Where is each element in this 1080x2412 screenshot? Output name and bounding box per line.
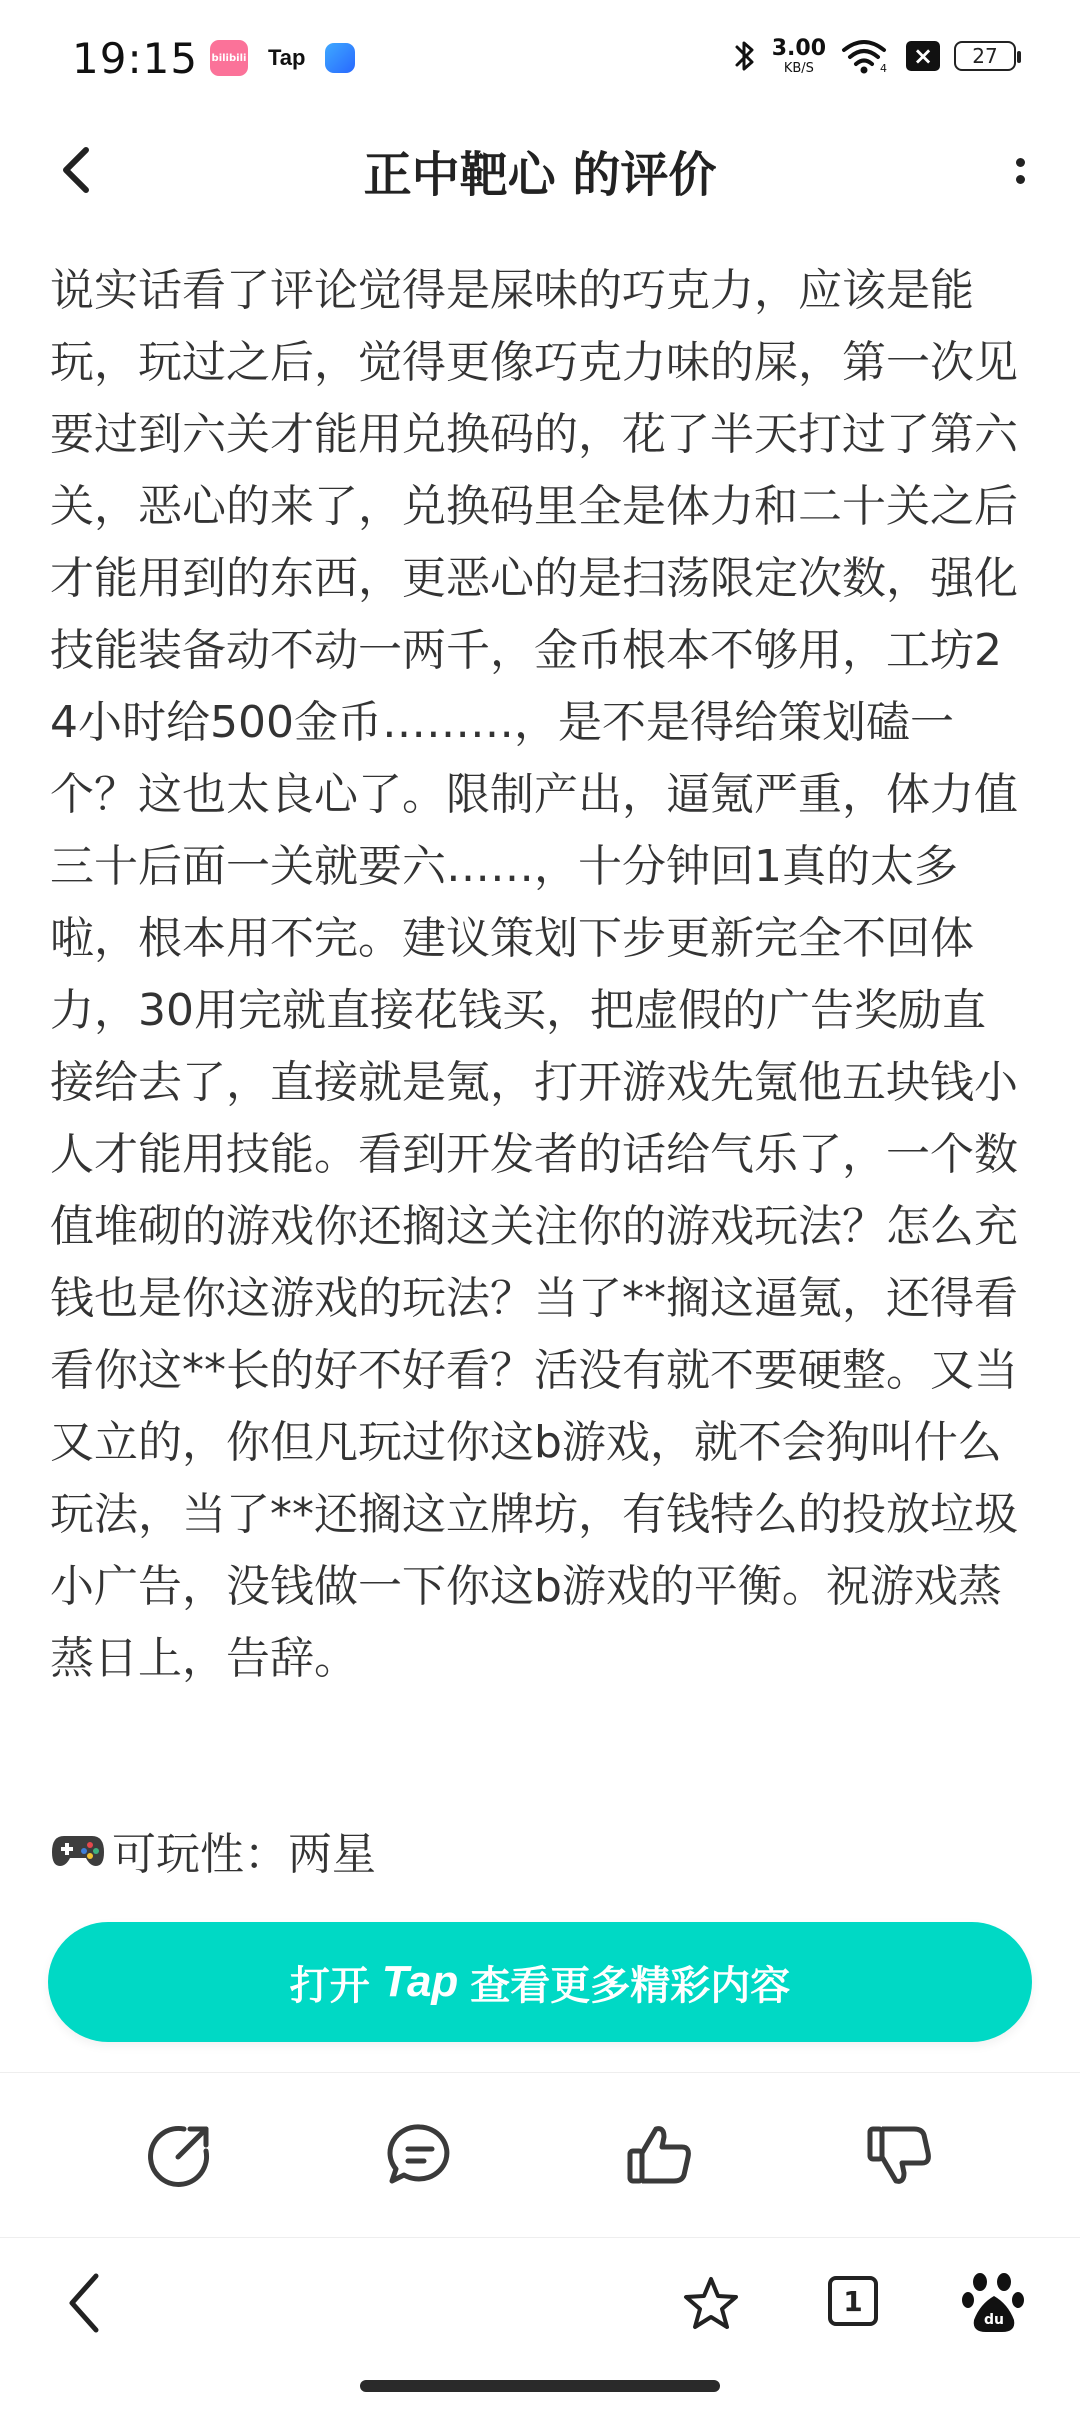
status-bar [0,0,1080,124]
svg-text:du: du [984,2312,1004,2328]
cta-brand: Tap [381,1957,459,2006]
bluetooth-icon [732,36,758,76]
browser-toolbar [0,2240,1080,2370]
gamepad-icon [50,1830,106,1870]
wifi-icon [840,36,892,76]
thumbs-up-icon[interactable] [624,2119,696,2191]
tap-app-icon: Tap [268,45,306,70]
more-dot [1016,175,1025,184]
tabs-count: 1 [843,2284,863,2318]
network-speed [771,35,826,76]
svg-text:4: 4 [880,62,887,75]
baidu-paw-icon[interactable] [962,2270,1026,2336]
thumbs-down-icon[interactable] [864,2119,936,2191]
status-app-icons [210,40,355,76]
browser-back-icon[interactable] [60,2268,110,2338]
battery-level: 27 [972,44,998,68]
status-indicators [732,36,1016,76]
star-icon[interactable] [680,2274,742,2336]
review-text: 说实话看了评论觉得是屎味的巧克力，应该是能玩，玩过之后，觉得更像巧克力味的屎，第一次见要过到六关才能用兑换码的，花了半天打过了第六关，恶心的来了，兑换码里全是体力和二十关之后才能用到的东西，更恶心的是扫荡限定次数，强化技能装备动不动一两千，金币根本不够用，工坊24小时给500金币………，是不是得给策划磕一个？这也太良心了。限制产出，逼氪严重，体力值三十后面一关就要六……，十分钟回1真的太多啦，根本用不完。建议策划下步更新完全不回体力，30用完就直接花钱买，把虚假的广告奖励直接给去了，直接就是氪，打开游戏先氪他五块钱小人才能用技能。看到开发者的话给气乐了，一个数值堆砌的游戏你还搁这关注你的游戏玩法？怎么充钱也是你这游戏的玩法？当了**搁这逼氪，还得看看你这**长的好不好看？活没有就不要硬整。又当又立的，你但凡玩过你这b游戏，就不会狗叫什么玩法，当了**还搁这立牌坊，有钱特么的投放垃圾小广告，没钱做一下你这b游戏的平衡。祝游戏蒸蒸日上，告辞。 [50,265,1018,1684]
page-title: 正中靶心 的评价 [363,147,717,203]
home-indicator[interactable] [360,2380,720,2392]
page-header [0,124,1080,216]
app-notification-icon [325,43,355,73]
open-tap-button[interactable] [48,1922,1032,2042]
more-dot [1016,158,1025,167]
comment-icon[interactable] [384,2119,456,2191]
playability-rating [50,1818,376,1882]
share-icon[interactable] [144,2119,216,2191]
status-time: 19:15 [72,34,199,83]
cta-suffix: 查看更多精彩内容 [470,1962,791,2009]
cta-prefix: 打开 [289,1962,370,2009]
review-action-bar [0,2072,1080,2238]
notification-x-icon: × [906,41,940,71]
playability-text: 可玩性：两星 [112,1829,376,1880]
tabs-count-button[interactable] [828,2276,878,2326]
battery-icon [954,41,1016,71]
bilibili-icon: bilibili [210,40,248,76]
network-speed-value: 3.00 [771,35,826,61]
network-speed-unit: KB/S [783,60,814,76]
more-options-icon[interactable] [1000,146,1040,196]
